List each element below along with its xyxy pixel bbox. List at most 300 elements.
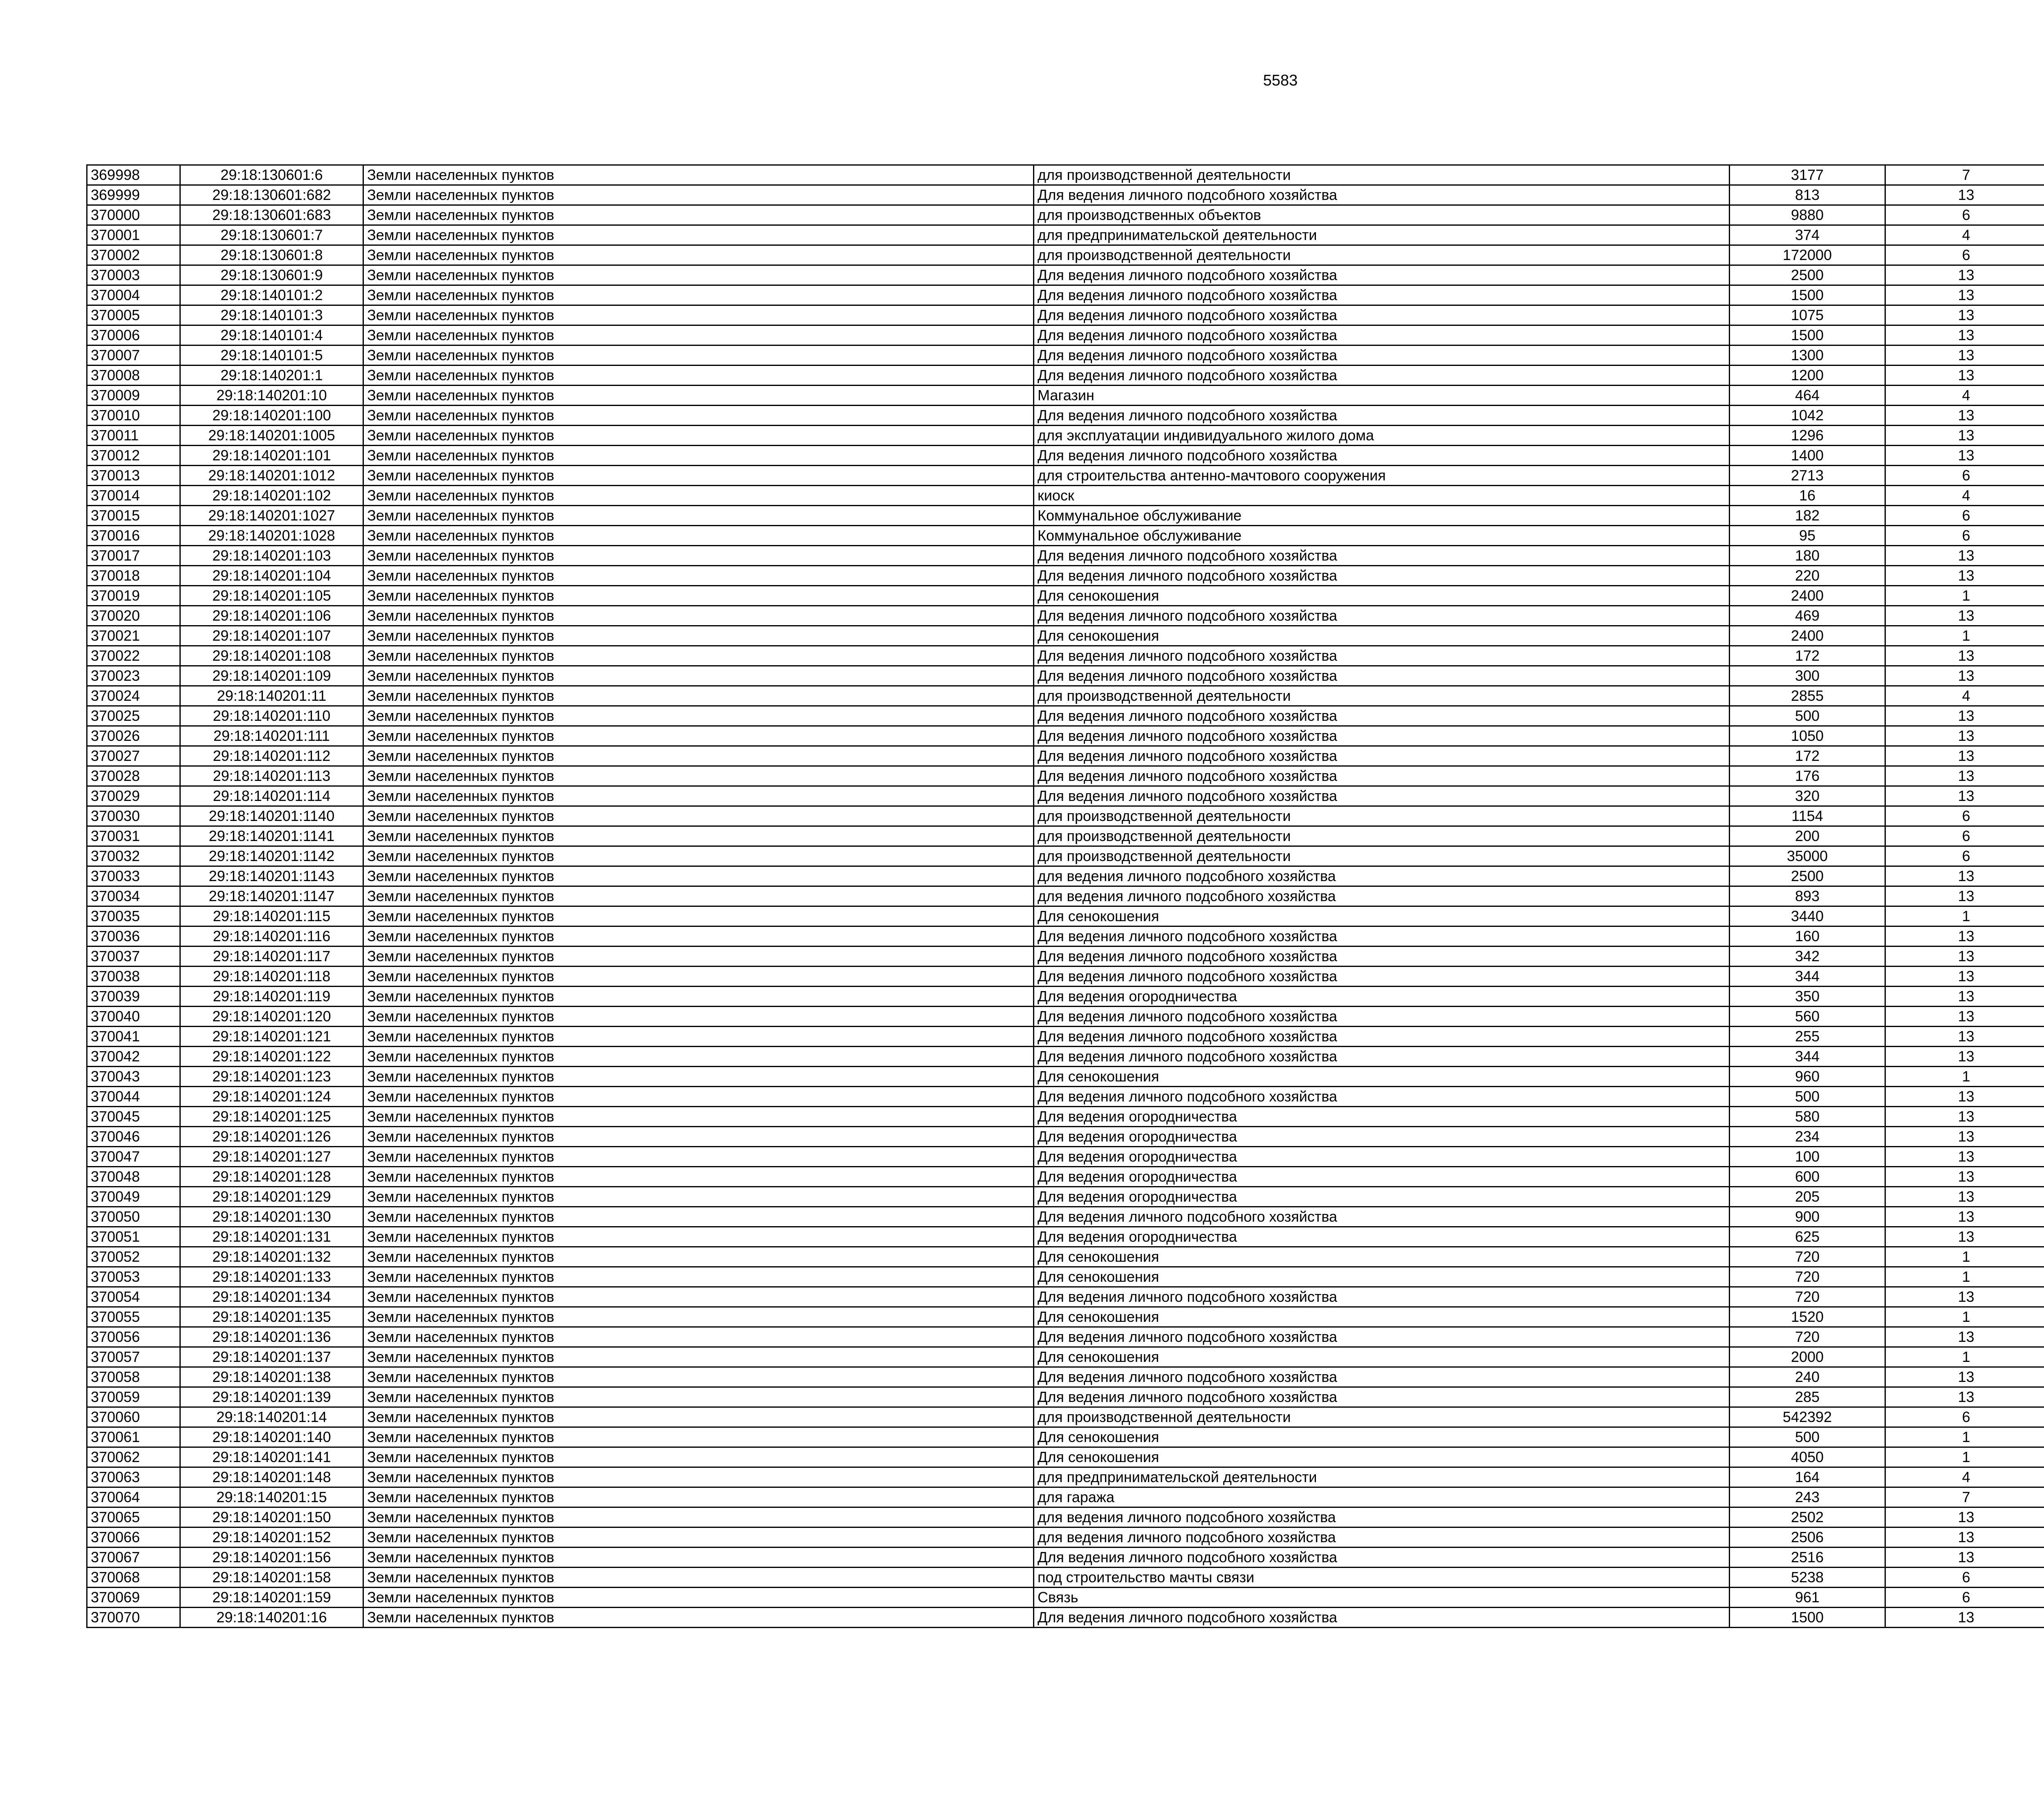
row-number-cell: 370001 [87,225,180,245]
table-row [87,165,2044,185]
permitted-use-cell: Для сенокошения [1034,906,1730,926]
table-row [87,1287,2044,1307]
land-category-cell: Земли населенных пунктов [363,1067,1034,1087]
area-cell: 900 [1730,1207,1885,1227]
area-cell: 720 [1730,1267,1885,1287]
row-number-cell: 370010 [87,406,180,426]
row-number-cell: 370051 [87,1227,180,1247]
row-number-cell: 370016 [87,526,180,546]
group-cell: 13 [1885,305,2044,325]
permitted-use-cell: Для ведения личного подсобного хозяйства [1034,1548,1730,1568]
area-cell: 1500 [1730,1608,1885,1628]
row-number-cell: 370049 [87,1187,180,1207]
cadastral-number-cell: 29:18:140101:5 [180,345,363,366]
table-row [87,1307,2044,1327]
area-cell: 160 [1730,926,1885,946]
permitted-use-cell: Для ведения личного подсобного хозяйства [1034,285,1730,305]
land-category-cell: Земли населенных пунктов [363,726,1034,746]
land-category-cell: Земли населенных пунктов [363,967,1034,987]
cadastral-number-cell: 29:18:140201:107 [180,626,363,646]
land-category-cell: Земли населенных пунктов [363,1487,1034,1507]
cadastral-number-cell: 29:18:140201:100 [180,406,363,426]
permitted-use-cell: Для ведения огородничества [1034,1187,1730,1207]
cadastral-number-cell: 29:18:140201:115 [180,906,363,926]
area-cell: 500 [1730,1427,1885,1447]
area-cell: 469 [1730,606,1885,626]
area-cell: 720 [1730,1327,1885,1347]
area-cell: 240 [1730,1367,1885,1387]
row-number-cell: 370018 [87,566,180,586]
row-number-cell: 370013 [87,466,180,486]
area-cell: 542392 [1730,1407,1885,1427]
area-cell: 342 [1730,946,1885,967]
row-number-cell: 370014 [87,486,180,506]
cadastral-number-cell: 29:18:130601:683 [180,205,363,225]
cadastral-number-cell: 29:18:140201:108 [180,646,363,666]
land-category-cell: Земли населенных пунктов [363,446,1034,466]
permitted-use-cell: Для ведения личного подсобного хозяйства [1034,706,1730,726]
land-category-cell: Земли населенных пунктов [363,1367,1034,1387]
table-row [87,786,2044,806]
area-cell: 205 [1730,1187,1885,1207]
land-category-cell: Земли населенных пунктов [363,165,1034,185]
group-cell: 13 [1885,265,2044,285]
permitted-use-cell: Для ведения личного подсобного хозяйства [1034,606,1730,626]
group-cell: 13 [1885,1147,2044,1167]
area-cell: 350 [1730,987,1885,1007]
cadastral-number-cell: 29:18:140201:121 [180,1027,363,1047]
cadastral-number-cell: 29:18:140201:120 [180,1007,363,1027]
area-cell: 3177 [1730,165,1885,185]
group-cell: 13 [1885,666,2044,686]
row-number-cell: 370037 [87,946,180,967]
table-row [87,1487,2044,1507]
row-number-cell: 370027 [87,746,180,766]
land-category-cell: Земли населенных пунктов [363,1227,1034,1247]
table-row [87,886,2044,906]
group-cell: 13 [1885,967,2044,987]
table-row [87,546,2044,566]
row-number-cell: 370000 [87,205,180,225]
group-cell: 13 [1885,1367,2044,1387]
group-cell: 6 [1885,245,2044,265]
land-category-cell: Земли населенных пунктов [363,826,1034,846]
cadastral-number-cell: 29:18:140201:103 [180,546,363,566]
area-cell: 255 [1730,1027,1885,1047]
group-cell: 6 [1885,1407,2044,1427]
area-cell: 720 [1730,1247,1885,1267]
cadastral-number-cell: 29:18:140201:140 [180,1427,363,1447]
permitted-use-cell: Для сенокошения [1034,1247,1730,1267]
land-category-cell: Земли населенных пунктов [363,746,1034,766]
permitted-use-cell: Для ведения личного подсобного хозяйства [1034,1327,1730,1347]
row-number-cell: 370025 [87,706,180,726]
cadastral-number-cell: 29:18:140201:150 [180,1507,363,1527]
land-category-cell: Земли населенных пунктов [363,1407,1034,1427]
cadastral-number-cell: 29:18:140201:1143 [180,866,363,886]
row-number-cell: 370030 [87,806,180,826]
cadastral-number-cell: 29:18:140201:138 [180,1367,363,1387]
row-number-cell: 370007 [87,345,180,366]
group-cell: 6 [1885,466,2044,486]
row-number-cell: 370050 [87,1207,180,1227]
area-cell: 2855 [1730,686,1885,706]
area-cell: 1500 [1730,285,1885,305]
area-cell: 9880 [1730,205,1885,225]
row-number-cell: 370055 [87,1307,180,1327]
permitted-use-cell: Для ведения личного подсобного хозяйства [1034,325,1730,345]
land-category-cell: Земли населенных пунктов [363,846,1034,866]
group-cell: 13 [1885,426,2044,446]
area-cell: 234 [1730,1127,1885,1147]
cadastral-number-cell: 29:18:140201:152 [180,1527,363,1548]
cadastral-number-cell: 29:18:140201:1141 [180,826,363,846]
row-number-cell: 370036 [87,926,180,946]
cadastral-number-cell: 29:18:140201:1027 [180,506,363,526]
cadastral-number-cell: 29:18:140201:105 [180,586,363,606]
table-row [87,1027,2044,1047]
permitted-use-cell: Для ведения личного подсобного хозяйства [1034,766,1730,786]
permitted-use-cell: Коммунальное обслуживание [1034,526,1730,546]
area-cell: 5238 [1730,1568,1885,1588]
group-cell: 1 [1885,1247,2044,1267]
group-cell: 13 [1885,1087,2044,1107]
group-cell: 4 [1885,386,2044,406]
group-cell: 13 [1885,786,2044,806]
group-cell: 4 [1885,1467,2044,1487]
table-row [87,185,2044,205]
table-row [87,806,2044,826]
table-row [87,205,2044,225]
table-row [87,1527,2044,1548]
table-row [87,1588,2044,1608]
row-number-cell: 370066 [87,1527,180,1548]
row-number-cell: 370020 [87,606,180,626]
row-number-cell: 370040 [87,1007,180,1027]
row-number-cell: 370011 [87,426,180,446]
row-number-cell: 370033 [87,866,180,886]
permitted-use-cell: Для ведения огородничества [1034,1107,1730,1127]
group-cell: 13 [1885,1227,2044,1247]
permitted-use-cell: для производственной деятельности [1034,826,1730,846]
row-number-cell: 370046 [87,1127,180,1147]
group-cell: 13 [1885,1047,2044,1067]
group-cell: 13 [1885,646,2044,666]
area-cell: 960 [1730,1067,1885,1087]
group-cell: 13 [1885,406,2044,426]
land-category-cell: Земли населенных пунктов [363,906,1034,926]
table-row [87,265,2044,285]
area-cell: 464 [1730,386,1885,406]
permitted-use-cell: Для ведения личного подсобного хозяйства [1034,1007,1730,1027]
land-category-cell: Земли населенных пунктов [363,1187,1034,1207]
land-category-cell: Земли населенных пунктов [363,1007,1034,1027]
row-number-cell: 370039 [87,987,180,1007]
permitted-use-cell: для ведения личного подсобного хозяйства [1034,1507,1730,1527]
permitted-use-cell: Для сенокошения [1034,586,1730,606]
group-cell: 13 [1885,766,2044,786]
row-number-cell: 370032 [87,846,180,866]
row-number-cell: 370060 [87,1407,180,1427]
land-category-cell: Земли населенных пунктов [363,526,1034,546]
group-cell: 6 [1885,1588,2044,1608]
area-cell: 1520 [1730,1307,1885,1327]
cadastral-number-cell: 29:18:140201:15 [180,1487,363,1507]
cadastral-number-cell: 29:18:130601:8 [180,245,363,265]
cadastral-number-cell: 29:18:130601:7 [180,225,363,245]
land-category-cell: Земли населенных пунктов [363,486,1034,506]
group-cell: 13 [1885,926,2044,946]
land-category-cell: Земли населенных пунктов [363,686,1034,706]
group-cell: 6 [1885,806,2044,826]
area-cell: 1200 [1730,366,1885,386]
land-category-cell: Земли населенных пунктов [363,1507,1034,1527]
table-row [87,225,2044,245]
row-number-cell: 370024 [87,686,180,706]
cadastral-number-cell: 29:18:130601:6 [180,165,363,185]
land-category-cell: Земли населенных пунктов [363,1548,1034,1568]
table-row [87,1327,2044,1347]
group-cell: 13 [1885,606,2044,626]
land-category-cell: Земли населенных пунктов [363,426,1034,446]
permitted-use-cell: под строительство мачты связи [1034,1568,1730,1588]
land-category-cell: Земли населенных пунктов [363,345,1034,366]
group-cell: 13 [1885,746,2044,766]
group-cell: 13 [1885,1187,2044,1207]
group-cell: 1 [1885,1267,2044,1287]
land-category-cell: Земли населенных пунктов [363,786,1034,806]
cadastral-number-cell: 29:18:140201:131 [180,1227,363,1247]
permitted-use-cell: Для сенокошения [1034,1067,1730,1087]
area-cell: 95 [1730,526,1885,546]
area-cell: 200 [1730,826,1885,846]
cadastral-number-cell: 29:18:140201:126 [180,1127,363,1147]
table-row [87,345,2044,366]
table-row [87,946,2044,967]
cadastral-number-cell: 29:18:140201:136 [180,1327,363,1347]
permitted-use-cell: Для ведения личного подсобного хозяйства [1034,1027,1730,1047]
permitted-use-cell: Для ведения личного подсобного хозяйства [1034,406,1730,426]
land-category-cell: Земли населенных пунктов [363,305,1034,325]
area-cell: 2000 [1730,1347,1885,1367]
group-cell: 7 [1885,165,2044,185]
cadastral-number-cell: 29:18:140201:1140 [180,806,363,826]
land-category-cell: Земли населенных пунктов [363,1027,1034,1047]
permitted-use-cell: Для ведения личного подсобного хозяйства [1034,265,1730,285]
table-row [87,1107,2044,1127]
land-category-cell: Земли населенных пунктов [363,1347,1034,1367]
land-category-cell: Земли населенных пунктов [363,1588,1034,1608]
permitted-use-cell: Для ведения личного подсобного хозяйства [1034,366,1730,386]
area-cell: 2506 [1730,1527,1885,1548]
cadastral-number-cell: 29:18:140201:158 [180,1568,363,1588]
area-cell: 182 [1730,506,1885,526]
land-category-cell: Земли населенных пунктов [363,466,1034,486]
area-cell: 1050 [1730,726,1885,746]
area-cell: 176 [1730,766,1885,786]
land-category-cell: Земли населенных пунктов [363,265,1034,285]
permitted-use-cell: для ведения личного подсобного хозяйства [1034,866,1730,886]
area-cell: 600 [1730,1167,1885,1187]
table-row [87,1507,2044,1527]
group-cell: 13 [1885,1127,2044,1147]
cadastral-number-cell: 29:18:140201:132 [180,1247,363,1267]
cadastral-number-cell: 29:18:140201:130 [180,1207,363,1227]
land-category-cell: Земли населенных пунктов [363,366,1034,386]
row-number-cell: 370054 [87,1287,180,1307]
area-cell: 720 [1730,1287,1885,1307]
area-cell: 344 [1730,1047,1885,1067]
row-number-cell: 370038 [87,967,180,987]
permitted-use-cell: Для ведения личного подсобного хозяйства [1034,926,1730,946]
table-row [87,1427,2044,1447]
table-row [87,1568,2044,1588]
row-number-cell: 369998 [87,165,180,185]
cadastral-number-cell: 29:18:140101:3 [180,305,363,325]
table-row [87,1548,2044,1568]
area-cell: 285 [1730,1387,1885,1407]
area-cell: 374 [1730,225,1885,245]
permitted-use-cell: Для ведения огородничества [1034,1147,1730,1167]
permitted-use-cell: Для ведения личного подсобного хозяйства [1034,946,1730,967]
area-cell: 893 [1730,886,1885,906]
cadastral-number-cell: 29:18:140201:109 [180,666,363,686]
table-row [87,1387,2044,1407]
permitted-use-cell: Для ведения личного подсобного хозяйства [1034,746,1730,766]
table-row [87,1247,2044,1267]
permitted-use-cell: киоск [1034,486,1730,506]
area-cell: 320 [1730,786,1885,806]
permitted-use-cell: для ведения личного подсобного хозяйства [1034,886,1730,906]
permitted-use-cell: Для ведения личного подсобного хозяйства [1034,305,1730,325]
table-row [87,1447,2044,1467]
permitted-use-cell: Для ведения личного подсобного хозяйства [1034,566,1730,586]
land-category-cell: Земли населенных пунктов [363,1127,1034,1147]
row-number-cell: 370053 [87,1267,180,1287]
permitted-use-cell: для гаража [1034,1487,1730,1507]
land-category-cell: Земли населенных пунктов [363,766,1034,786]
area-cell: 1075 [1730,305,1885,325]
row-number-cell: 370056 [87,1327,180,1347]
land-registry-table [86,164,2044,1628]
permitted-use-cell: для предпринимательской деятельности [1034,1467,1730,1487]
group-cell: 6 [1885,526,2044,546]
table-row [87,746,2044,766]
group-cell: 13 [1885,325,2044,345]
table-row [87,626,2044,646]
group-cell: 13 [1885,1167,2044,1187]
permitted-use-cell: Для сенокошения [1034,1307,1730,1327]
table-row [87,766,2044,786]
group-cell: 1 [1885,586,2044,606]
land-category-cell: Земли населенных пунктов [363,1147,1034,1167]
land-category-cell: Земли населенных пунктов [363,1327,1034,1347]
cadastral-number-cell: 29:18:140201:129 [180,1187,363,1207]
cadastral-number-cell: 29:18:140201:133 [180,1267,363,1287]
land-category-cell: Земли населенных пунктов [363,1608,1034,1628]
table-row [87,967,2044,987]
group-cell: 1 [1885,626,2044,646]
permitted-use-cell: Для ведения личного подсобного хозяйства [1034,1087,1730,1107]
area-cell: 2516 [1730,1548,1885,1568]
permitted-use-cell: Для ведения личного подсобного хозяйства [1034,185,1730,205]
row-number-cell: 370041 [87,1027,180,1047]
table-row [87,1267,2044,1287]
row-number-cell: 370017 [87,546,180,566]
permitted-use-cell: для производственной деятельности [1034,686,1730,706]
cadastral-number-cell: 29:18:140201:1147 [180,886,363,906]
group-cell: 13 [1885,1207,2044,1227]
area-cell: 580 [1730,1107,1885,1127]
cadastral-number-cell: 29:18:140201:139 [180,1387,363,1407]
table-row [87,466,2044,486]
area-cell: 35000 [1730,846,1885,866]
row-number-cell: 370070 [87,1608,180,1628]
table-row [87,1067,2044,1087]
group-cell: 13 [1885,726,2044,746]
cadastral-number-cell: 29:18:140201:1028 [180,526,363,546]
land-category-cell: Земли населенных пунктов [363,806,1034,826]
cadastral-number-cell: 29:18:140201:10 [180,386,363,406]
table-row [87,826,2044,846]
land-category-cell: Земли населенных пунктов [363,325,1034,345]
area-cell: 2400 [1730,586,1885,606]
group-cell: 13 [1885,185,2044,205]
cadastral-number-cell: 29:18:140201:141 [180,1447,363,1467]
area-cell: 4050 [1730,1447,1885,1467]
table-row [87,1127,2044,1147]
area-cell: 2500 [1730,866,1885,886]
table-body [87,165,2044,1628]
group-cell: 4 [1885,686,2044,706]
table-row [87,866,2044,886]
cadastral-number-cell: 29:18:140201:156 [180,1548,363,1568]
cadastral-number-cell: 29:18:140101:2 [180,285,363,305]
row-number-cell: 370005 [87,305,180,325]
cadastral-number-cell: 29:18:140201:111 [180,726,363,746]
land-category-cell: Земли населенных пунктов [363,1427,1034,1447]
group-cell: 1 [1885,1447,2044,1467]
land-category-cell: Земли населенных пунктов [363,866,1034,886]
group-cell: 7 [1885,1487,2044,1507]
group-cell: 13 [1885,1107,2044,1127]
permitted-use-cell: Для ведения огородничества [1034,1227,1730,1247]
permitted-use-cell: Для ведения личного подсобного хозяйства [1034,446,1730,466]
permitted-use-cell: для производственной деятельности [1034,806,1730,826]
table-row [87,1367,2044,1387]
table-row [87,987,2044,1007]
group-cell: 6 [1885,506,2044,526]
table-row [87,1167,2044,1187]
table-row [87,726,2044,746]
permitted-use-cell: Для ведения личного подсобного хозяйства [1034,546,1730,566]
permitted-use-cell: Магазин [1034,386,1730,406]
row-number-cell: 370068 [87,1568,180,1588]
permitted-use-cell: Связь [1034,1588,1730,1608]
cadastral-number-cell: 29:18:140201:104 [180,566,363,586]
cadastral-number-cell: 29:18:140201:101 [180,446,363,466]
area-cell: 16 [1730,486,1885,506]
group-cell: 13 [1885,546,2044,566]
permitted-use-cell: Для ведения личного подсобного хозяйства [1034,646,1730,666]
land-category-cell: Земли населенных пунктов [363,1568,1034,1588]
group-cell: 13 [1885,1027,2044,1047]
table-row [87,1207,2044,1227]
land-category-cell: Земли населенных пунктов [363,926,1034,946]
permitted-use-cell: Для сенокошения [1034,1447,1730,1467]
permitted-use-cell: Для ведения личного подсобного хозяйства [1034,726,1730,746]
permitted-use-cell: Для ведения личного подсобного хозяйства [1034,345,1730,366]
